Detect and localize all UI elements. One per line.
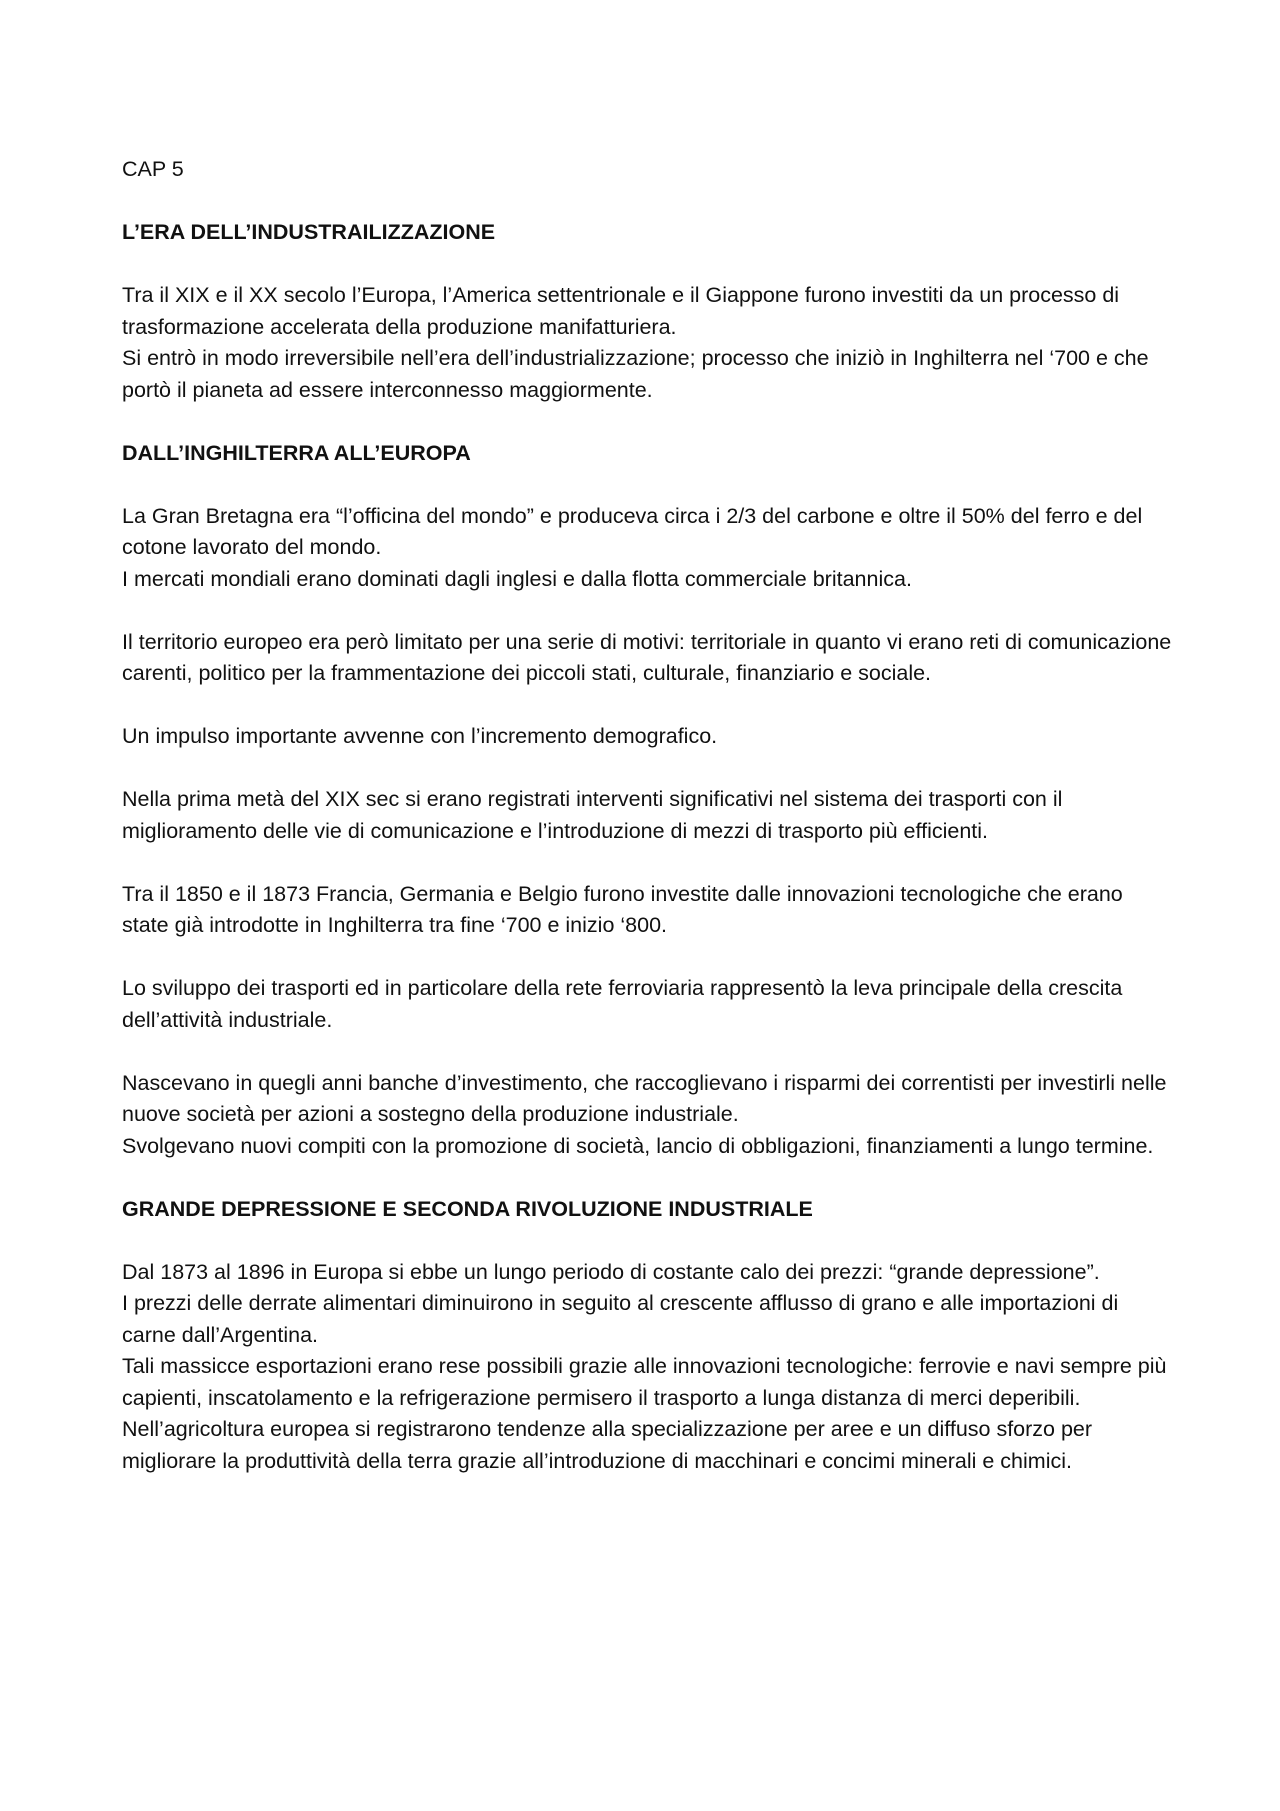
- paragraph: I mercati mondiali erano dominati dagli inglesi e dalla flotta commerciale britannica.: [122, 566, 912, 591]
- paragraph: Tra il 1850 e il 1873 Francia, Germania e Belgio furono investite dalle innovazioni tecnologiche che erano state già introdotte in Inghilterra tra fine ‘700 e inizio ‘800.: [122, 881, 1123, 937]
- paragraph: Un impulso importante avvenne con l’incremento demografico.: [122, 724, 718, 748]
- paragraph: I prezzi delle derrate alimentari diminuirono in seguito al crescente afflusso di grano e alle importazioni di carne dall’Argentina.: [122, 1291, 1119, 1347]
- paragraph: Svolgevano nuovi compiti con la promozione di società, lancio di obbligazioni, finanziamenti a lungo termine.: [122, 1133, 1154, 1158]
- section-heading: DALL’INGHILTERRA ALL’EUROPA: [122, 440, 471, 465]
- paragraph: Il territorio europeo era però limitato per una serie di motivi: territoriale in quanto vi erano reti di comunicazione carenti, politico per la frammentazione dei piccoli stati, culturale, finanziario e sociale.: [122, 629, 1172, 685]
- paragraph: Lo sviluppo dei trasporti ed in particolare della rete ferroviaria rappresentò la leva principale della crescita dell’attività industriale.: [122, 976, 1123, 1032]
- chapter-label: CAP 5: [122, 157, 184, 181]
- document-body: [122, 154, 1172, 1477]
- paragraph: Tali massicce esportazioni erano rese possibili grazie alle innovazioni tecnologiche: ferrovie e navi sempre più capienti, inscatolamento e la refrigerazione permisero il trasporto a lunga distanza di merci deperibili.: [122, 1354, 1167, 1410]
- paragraph: La Gran Bretagna era “l’officina del mondo” e produceva circa i 2/3 del carbone e oltre il 50% del ferro e del cotone lavorato del mondo.: [122, 503, 1143, 559]
- paragraph: Tra il XIX e il XX secolo l’Europa, l’America settentrionale e il Giappone furono investiti da un processo di trasformazione accelerata della produzione manifatturiera.: [122, 283, 1120, 339]
- section-heading: L’ERA DELL’INDUSTRAILIZZAZIONE: [122, 220, 496, 244]
- paragraph: Nascevano in quegli anni banche d’investimento, che raccoglievano i risparmi dei correntisti per investirli nelle nuove società per azioni a sostegno della produzione industriale.: [122, 1070, 1167, 1126]
- paragraph: Si entrò in modo irreversibile nell’era dell’industrializzazione; processo che iniziò in Inghilterra nel ‘700 e che portò il pianeta ad essere interconnesso maggiormente.: [122, 346, 1149, 402]
- paragraph: Nella prima metà del XIX sec si erano registrati interventi significativi nel sistema dei trasporti con il miglioramento delle vie di comunicazione e l’introduzione di mezzi di trasporto più efficienti.: [122, 787, 1063, 843]
- section-heading: GRANDE DEPRESSIONE E SECONDA RIVOLUZIONE INDUSTRIALE: [122, 1196, 813, 1221]
- paragraph: Nell’agricoltura europea si registrarono tendenze alla specializzazione per aree e un diffuso sforzo per migliorare la produttività della terra grazie all’introduzione di macchinari e concimi minerali e chimici.: [122, 1417, 1093, 1473]
- paragraph: Dal 1873 al 1896 in Europa si ebbe un lungo periodo di costante calo dei prezzi: “grande depressione”.: [122, 1259, 1100, 1284]
